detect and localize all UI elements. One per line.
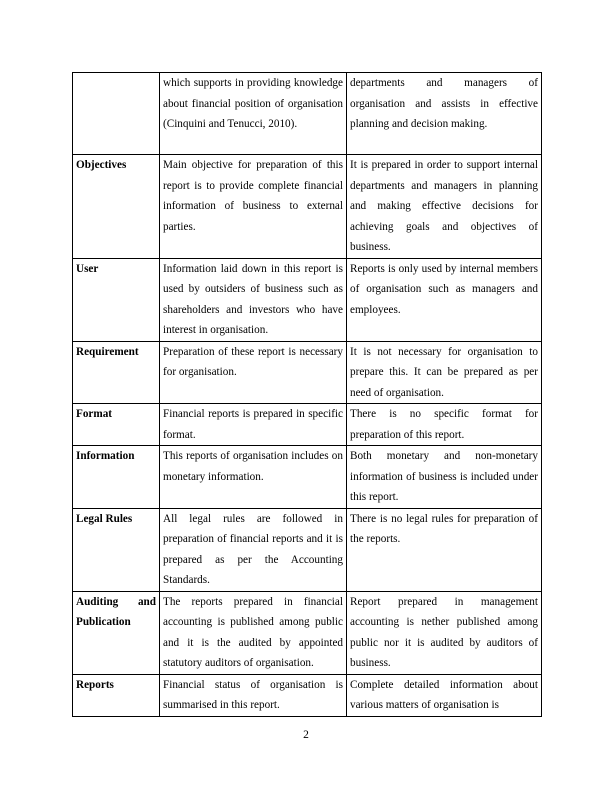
row-label: User: [73, 258, 160, 341]
row-label: Format: [73, 404, 160, 446]
financial-accounting-cell: Main objective for preparation of this report is to provide complete financial information of business to external parties.: [160, 155, 347, 259]
management-accounting-cell: Reports is only used by internal members of organisation such as managers and employees.: [347, 258, 542, 341]
management-accounting-cell: Complete detailed information about various matters of organisation is: [347, 674, 542, 716]
table-row: [73, 404, 542, 446]
financial-accounting-cell: This reports of organisation includes on monetary information.: [160, 446, 347, 509]
financial-accounting-cell: which supports in providing knowledge about financial position of organisation (Cinquini and Tenucci, 2010).: [160, 73, 347, 155]
row-label: [73, 73, 160, 155]
financial-accounting-cell: Financial reports is prepared in specific format.: [160, 404, 347, 446]
comparison-table: [72, 72, 542, 717]
row-label: Auditing and Publication: [73, 591, 160, 674]
management-accounting-cell: There is no legal rules for preparation of the reports.: [347, 508, 542, 591]
management-accounting-cell: Report prepared in management accounting is nether published among public nor it is audited by auditors of business.: [347, 591, 542, 674]
table-row: [73, 591, 542, 674]
management-accounting-cell: departments and managers of organisation and assists in effective planning and decision making.: [347, 73, 542, 155]
financial-accounting-cell: The reports prepared in financial accounting is published among public and it is the audited by appointed statutory auditors of organisation.: [160, 591, 347, 674]
table-row: [73, 341, 542, 404]
row-label: Requirement: [73, 341, 160, 404]
management-accounting-cell: It is not necessary for organisation to prepare this. It can be prepared as per need of organisation.: [347, 341, 542, 404]
table-row: [73, 155, 542, 259]
table-row: [73, 446, 542, 509]
financial-accounting-cell: Preparation of these report is necessary for organisation.: [160, 341, 347, 404]
management-accounting-cell: Both monetary and non-monetary information of business is included under this report.: [347, 446, 542, 509]
table-row: [73, 674, 542, 716]
row-label: Legal Rules: [73, 508, 160, 591]
row-label: Objectives: [73, 155, 160, 259]
management-accounting-cell: There is no specific format for preparation of this report.: [347, 404, 542, 446]
financial-accounting-cell: Information laid down in this report is used by outsiders of business such as shareholders and investors who have interest in organisation.: [160, 258, 347, 341]
row-label: Information: [73, 446, 160, 509]
table-row: [73, 258, 542, 341]
financial-accounting-cell: Financial status of organisation is summarised in this report.: [160, 674, 347, 716]
row-label: Reports: [73, 674, 160, 716]
financial-accounting-cell: All legal rules are followed in preparation of financial reports and it is prepared as per the Accounting Standards.: [160, 508, 347, 591]
table-row: [73, 508, 542, 591]
management-accounting-cell: It is prepared in order to support internal departments and managers in planning and making effective decisions for achieving goals and objectives of business.: [347, 155, 542, 259]
table-row: [73, 73, 542, 155]
page-number: 2: [303, 729, 309, 741]
